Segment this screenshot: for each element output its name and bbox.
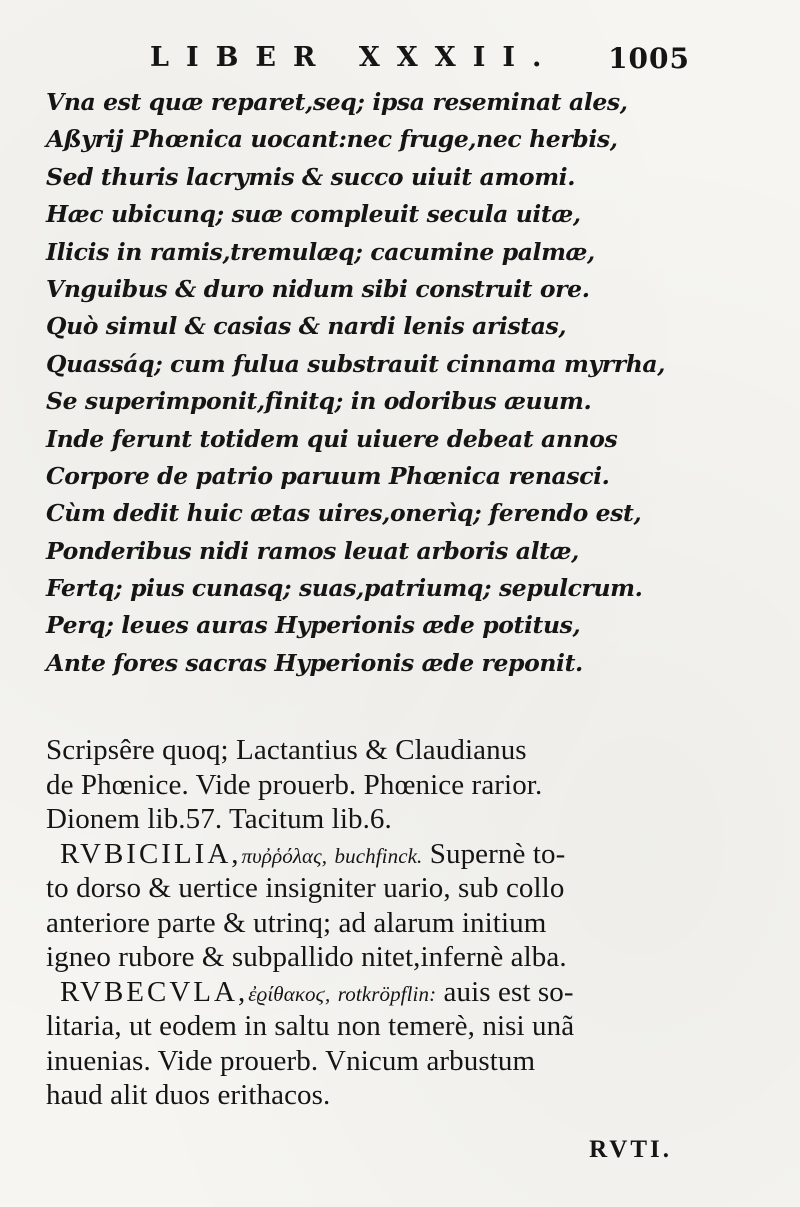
page-number: 1005 [608, 42, 690, 75]
verse-line: Perq; leues auras Hyperionis æde potitus, [46, 611, 581, 640]
entry-lemma: RVBICILIA, [60, 837, 242, 870]
entry-text: Supernè to- [422, 837, 566, 870]
prose-line: litaria, ut eodem in saltu non temerè, nisi unã [46, 1010, 575, 1042]
entry-rubicilia-first-line [46, 837, 676, 872]
verse-line: Aßyrij Phœnica uocant:nec fruge,nec herbis, [46, 125, 618, 154]
prose-line: inuenias. Vide prouerb. Vnicum arbustum [46, 1044, 536, 1077]
prose-line: Scripsêre quoq; Lactantius & Claudianus [46, 734, 527, 766]
verse-line: Sed thuris lacrymis & succo uiuit amomi. [46, 162, 575, 191]
verse-line: Hæc ubicunq; suæ compleuit secula uitæ, [46, 200, 581, 229]
prose-block [46, 733, 676, 1113]
verse-line: Vnguibus & duro nidum sibi construit ore. [46, 274, 590, 303]
running-title: LIBER XXXII. [150, 42, 559, 73]
prose-line: to dorso & uertice insigniter uario, sub collo [46, 872, 565, 904]
greek-term: ἐϱίθακοϛ, [248, 981, 331, 1006]
verse-line: Inde ferunt totidem qui uiuere debeat annos [46, 424, 618, 453]
verse-line: Ante fores sacras Hyperionis æde reponit. [46, 648, 583, 677]
entry-lemma: RVBECVLA, [60, 975, 249, 1008]
prose-line: haud alit duos erithacos. [46, 1079, 331, 1111]
catchword: RVTI. [589, 1136, 672, 1163]
prose-line: igneo rubore & subpallido nitet,infernè alba. [46, 941, 567, 973]
prose-line: de Phœnice. Vide prouerb. Phœnice rarior. [46, 768, 543, 801]
entry-text: auis est so- [436, 975, 574, 1008]
greek-term: πυῤῥόλας, [241, 843, 328, 868]
verse-line: Vna est quæ reparet,seq; ipsa reseminat ales, [46, 88, 628, 116]
page-header [150, 42, 690, 82]
verse-block [46, 84, 665, 682]
verse-line: Ponderibus nidi ramos leuat arboris altæ, [46, 536, 579, 565]
entry-rubecula-first-line [46, 975, 676, 1010]
prose-line: Dionem lib.57. Tacitum lib.6. [46, 803, 392, 835]
german-term: buchfinck. [334, 843, 423, 868]
verse-line: Ilicis in ramis,tremulæq; cacumine palmæ, [46, 237, 595, 266]
verse-line: Cùm dedit huic ætas uires,onerìq; ferendo est, [46, 499, 642, 528]
verse-line: Fertq; pius cunasq; suas,patriumq; sepulcrum. [46, 574, 643, 603]
verse-line: Quassáq; cum fulua substrauit cinnama myrrha, [46, 349, 665, 378]
prose-line: anteriore parte & utrinq; ad alarum initium [46, 906, 547, 939]
verse-line: Se superimponit,finitq; in odoribus æuum. [46, 387, 592, 416]
verse-line: Corpore de patrio paruum Phœnica renasci. [46, 461, 610, 490]
german-term: rotkröpflin: [337, 981, 437, 1006]
verse-line: Quò simul & casias & nardi lenis aristas, [46, 312, 567, 341]
